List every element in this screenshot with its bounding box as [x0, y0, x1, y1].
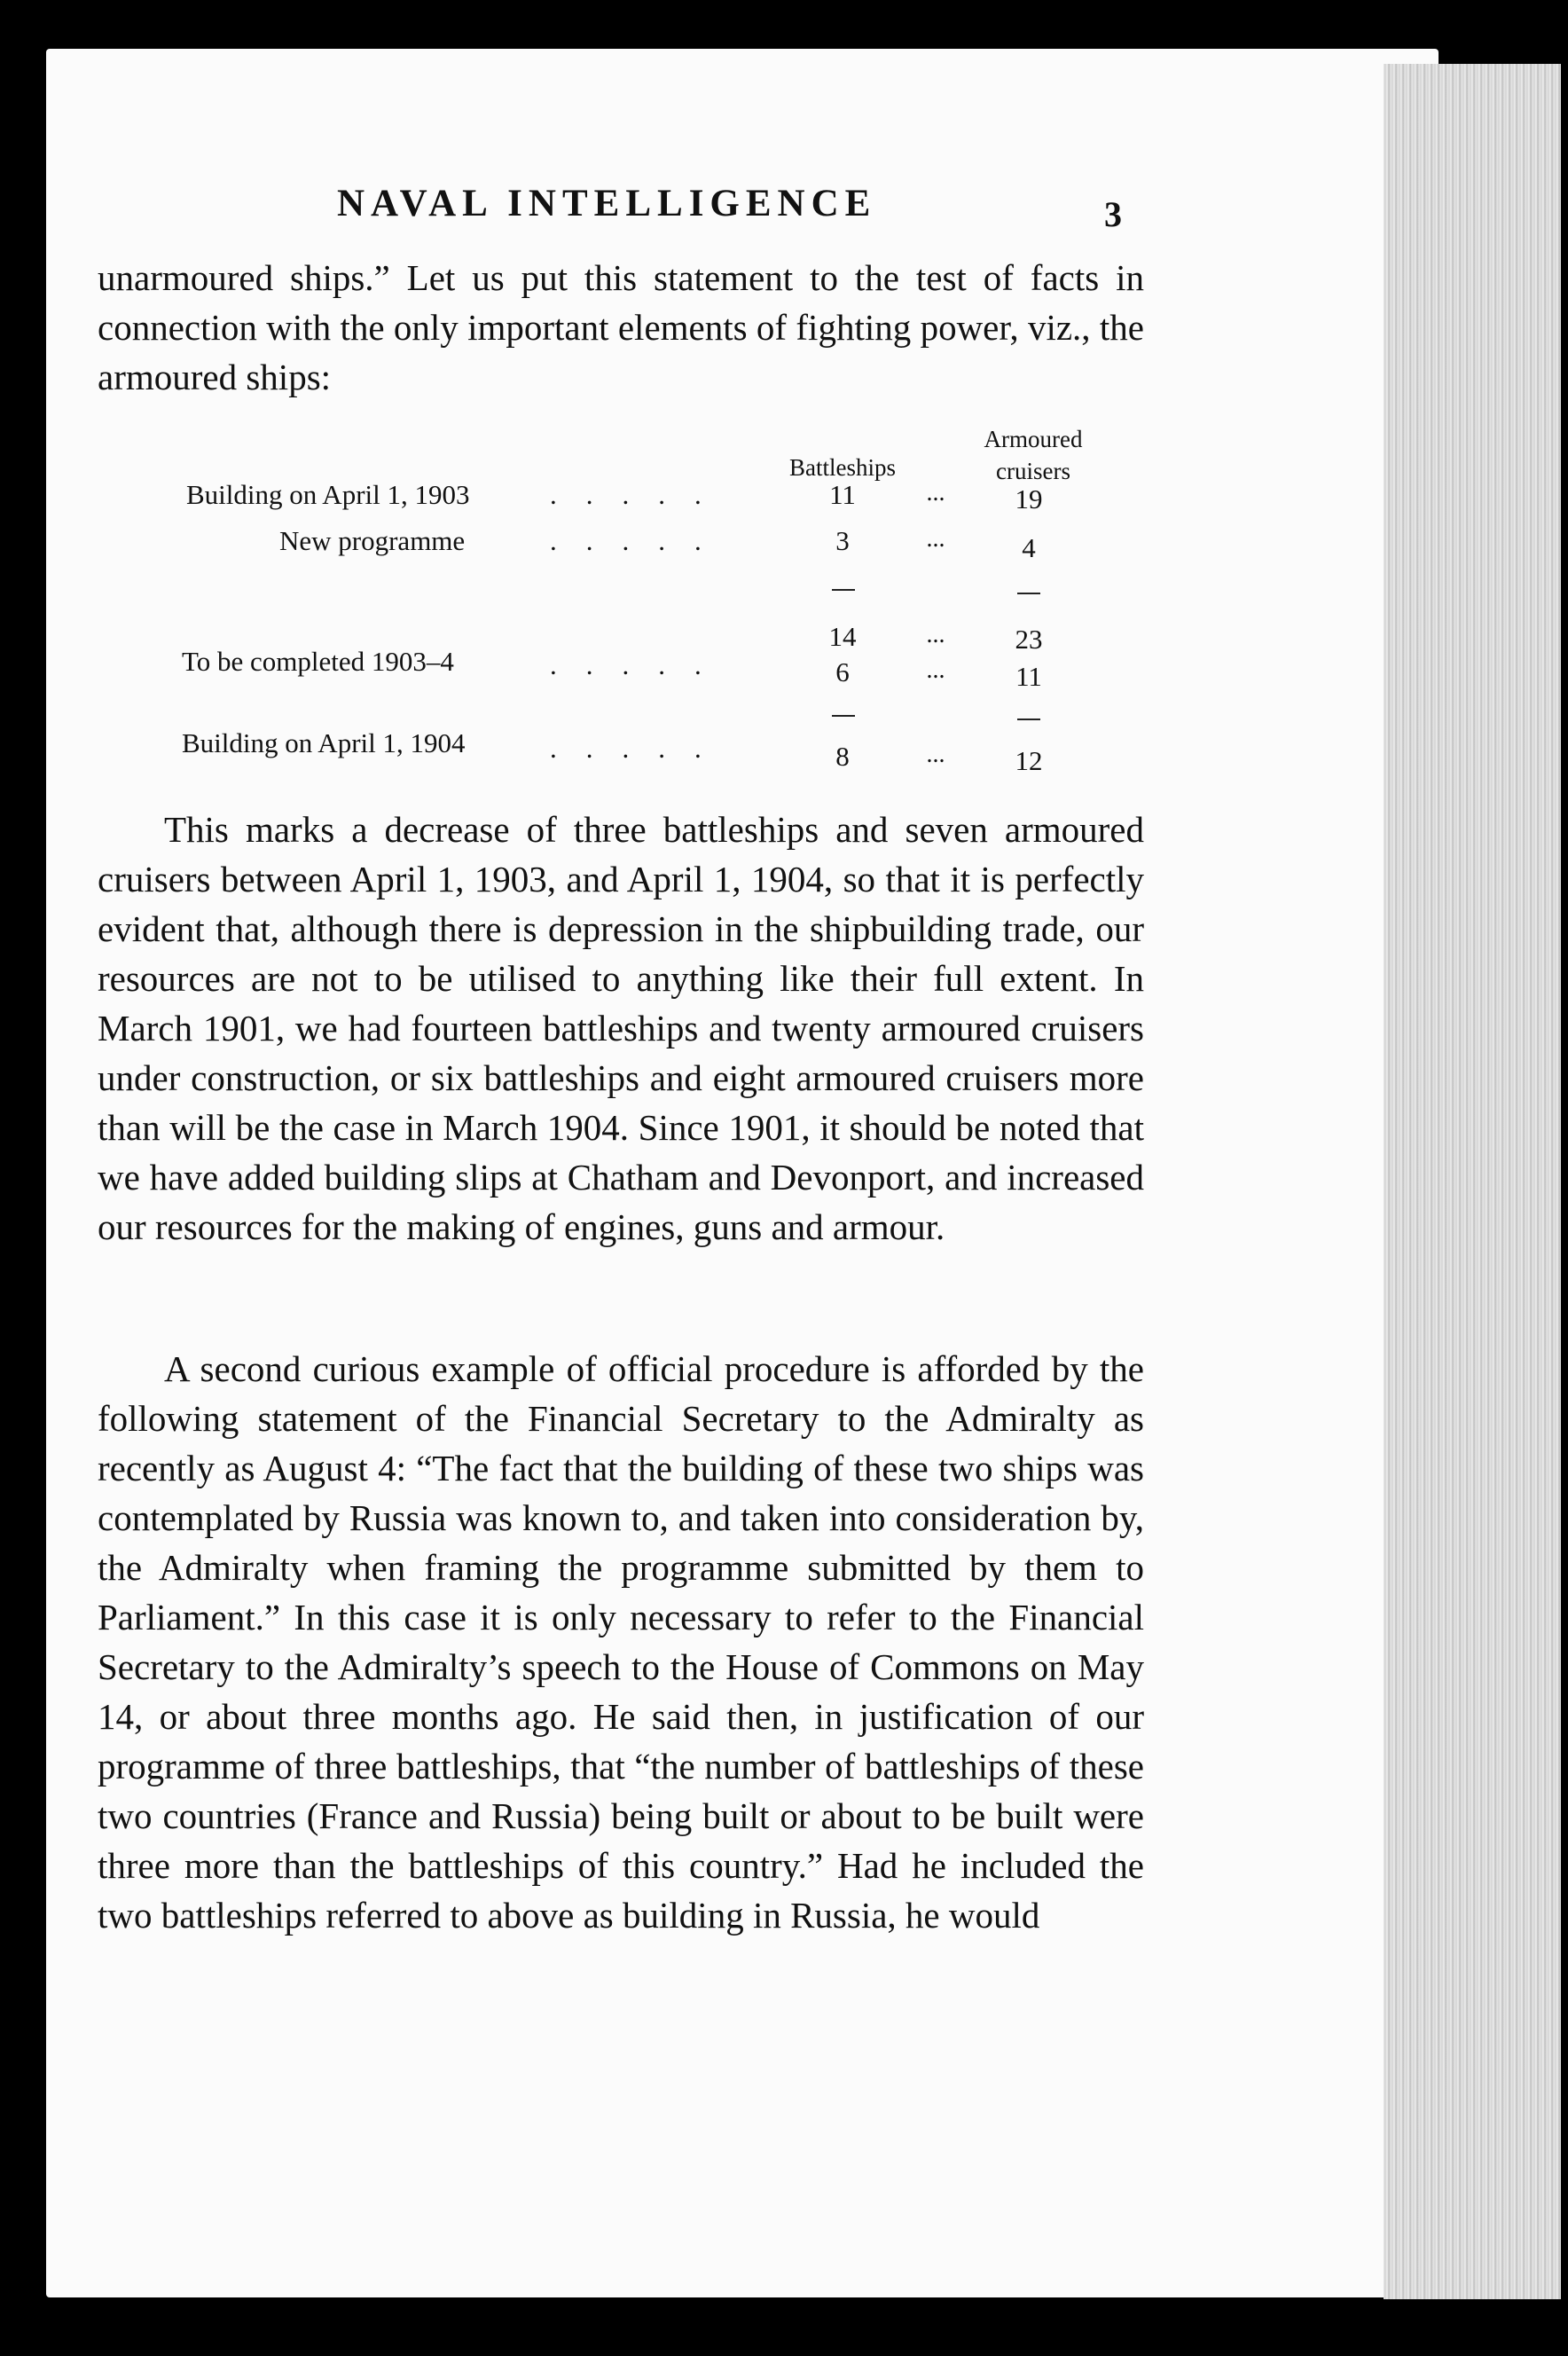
- cell-cruisers: 23: [1015, 624, 1043, 655]
- ellipsis: ...: [926, 621, 945, 648]
- sum-rule: [1017, 719, 1040, 720]
- header-armoured: Armoured: [984, 426, 1083, 452]
- cell-cruisers: 19: [1015, 483, 1043, 514]
- row-label: Building on April 1, 1904: [182, 727, 466, 758]
- paragraph-decrease: This marks a decrease of three battleships and seven armoured cruisers between April 1, 1903, and April 1, 1904, so that it is perfectly evident that, although there is depression in the shipbuilding trade, our resources are not to be utilised to anything like their full extent. In March 1901, we had fourteen battleships and twenty armoured cruisers under construction, or six battleships and eight armoured cruisers more than will be the case in March 1904. Since 1901, it should be noted that we have added building slips at Chatham and Devonport, and increased our resources for the making of engines, guns and armour.: [98, 809, 1144, 1247]
- cell-battleships: 14: [828, 621, 857, 652]
- ellipsis: ...: [926, 525, 945, 553]
- cell-battleships: 11: [829, 479, 856, 510]
- cell-cruisers: 11: [1015, 661, 1042, 692]
- row-label: Building on April 1, 1903: [186, 479, 470, 510]
- ellipsis: ...: [926, 479, 945, 507]
- cell-cruisers: 4: [1022, 532, 1036, 563]
- leader-dots: .....: [550, 525, 731, 556]
- paragraph-financial-secretary: A second curious example of official procedure is afforded by the following statement of the Financial Secretary to the Admiralty as recently as August 4: “The fact that the building of these two ships was contemplated by Russia was known to, and taken into consideration by, the Admiralty when framing the programme submitted by them to Parliament.” In this case it is only necessary to refer to the Financial Secretary to the Admiralty’s speech to the House of Commons on May 14, or about three months ago. He said then, in justification of our programme of three battleships, that “the number of battleships of these two countries (France and Russia) being built or about to be built were three more than the battleships of this country.” Had he included the two battleships referred to above as building in Russia, he would: [98, 1348, 1144, 1936]
- sum-rule: [832, 715, 855, 717]
- header-battleships: Battleships: [789, 454, 896, 481]
- sum-rule: [1017, 593, 1040, 594]
- leader-dots: .....: [550, 649, 731, 680]
- cell-battleships: 8: [835, 741, 850, 772]
- cell-battleships: 3: [835, 525, 850, 556]
- ellipsis: ...: [926, 741, 945, 768]
- page-number: 3: [1104, 194, 1122, 234]
- row-label: To be completed 1903–4: [182, 646, 454, 677]
- running-head: NAVAL INTELLIGENCE: [337, 183, 877, 224]
- cell-battleships: 6: [835, 656, 850, 687]
- leader-dots: .....: [550, 479, 731, 510]
- paragraph-intro: unarmoured ships.” Let us put this statement to the test of facts in connection with the only important elements of fighting power, viz., the armoured ships:: [98, 257, 1144, 397]
- page-edges: [1384, 64, 1561, 2299]
- cell-cruisers: 12: [1015, 745, 1043, 776]
- header-cruisers: cruisers: [996, 458, 1070, 484]
- ellipsis: ...: [926, 656, 945, 684]
- sum-rule: [832, 589, 855, 591]
- row-label: New programme: [279, 525, 466, 556]
- leader-dots: .....: [550, 733, 731, 764]
